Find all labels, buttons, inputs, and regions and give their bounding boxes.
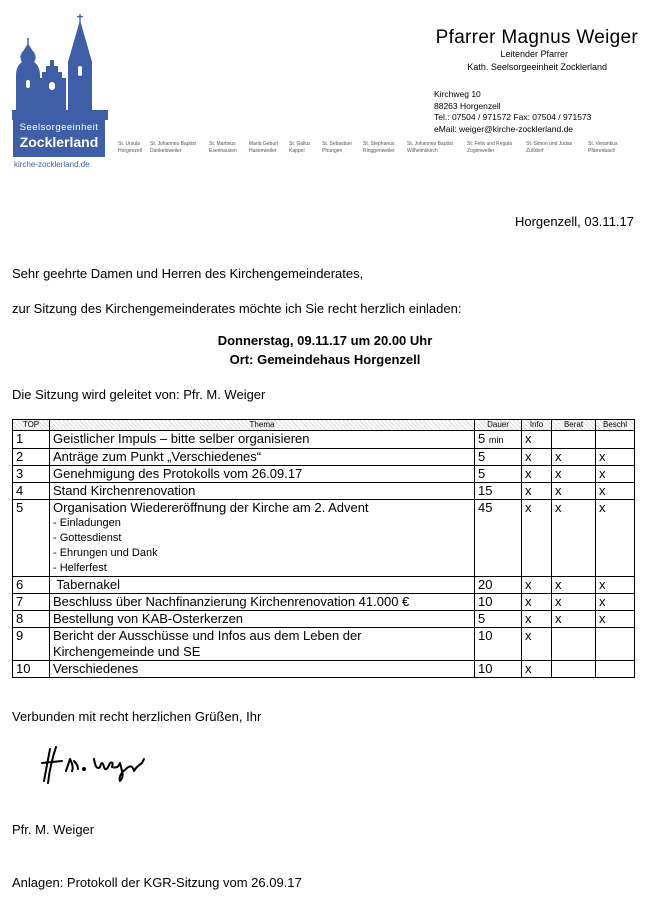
row-dauer: 5 (475, 466, 522, 483)
subitem: - Ehrungen und Dank (53, 547, 158, 559)
header-beschl: Beschl (596, 420, 635, 431)
row-dauer: 45 (475, 500, 522, 577)
row-top: 2 (13, 449, 50, 466)
table-row (13, 611, 635, 628)
row-thema: Bestellung von KAB-Osterkerzen (50, 611, 475, 628)
row-berat (552, 628, 596, 661)
row-info: x (522, 577, 552, 594)
row-berat: x (552, 500, 596, 577)
parish-7: St. Stephanus Ringgenweiler (363, 141, 395, 154)
pastor-name: Pfarrer Magnus Weiger (435, 27, 638, 48)
row-dauer: 10 (475, 661, 522, 678)
row-beschl: x (596, 483, 635, 500)
row-info: x (522, 661, 552, 678)
parish-11: St. Venantius Pfärrenbach (588, 141, 618, 154)
agenda-header-row (13, 420, 635, 431)
row-info: x (522, 466, 552, 483)
row-top: 7 (13, 594, 50, 611)
row-thema: Tabernakel (50, 577, 475, 594)
row-thema (50, 628, 475, 661)
row-thema-line2: Kirchengemeinde und SE (53, 644, 201, 659)
row-beschl (596, 661, 635, 678)
row-info: x (522, 449, 552, 466)
row-top: 4 (13, 483, 50, 500)
logo-text-line1: Seelsorgeeinheit (19, 122, 99, 133)
row-info: x (522, 628, 552, 661)
row-berat: x (552, 449, 596, 466)
row-dauer: 5 min (475, 431, 522, 449)
row-berat (552, 431, 596, 449)
row-beschl: x (596, 466, 635, 483)
agenda-table (12, 419, 635, 678)
website-link[interactable]: kirche-zocklerland.de (14, 160, 90, 169)
parish-1: St. Ursula Horgenzell (118, 141, 142, 154)
row-dauer: 10 (475, 628, 522, 661)
row-top: 6 (13, 577, 50, 594)
row-info: x (522, 611, 552, 628)
row-beschl: x (596, 611, 635, 628)
row-berat (552, 661, 596, 678)
greeting: Sehr geehrte Damen und Herren des Kirchengemeinderates, (12, 266, 364, 281)
signature (40, 745, 160, 785)
row-thema: Anträge zum Punkt „Verschiedenes“ (50, 449, 475, 466)
parish-4: Mariä Geburt Hasenweiler (249, 141, 279, 154)
subitem: - Helferfest (53, 562, 107, 574)
parish-10: St. Simon und Judas Zußdorf (526, 141, 573, 154)
table-row (13, 628, 635, 661)
row-thema (50, 500, 475, 577)
table-row (13, 661, 635, 678)
pastor-title: Leitender Pfarrer (500, 49, 568, 59)
row-dauer: 5 (475, 449, 522, 466)
parish-9: St. Felix und Regula Zogenweiler (467, 141, 513, 154)
row-beschl (596, 431, 635, 449)
row-thema: Geistlicher Impuls – bitte selber organisieren (50, 431, 475, 449)
table-row (13, 466, 635, 483)
table-row (13, 431, 635, 449)
subitem: - Einladungen (53, 517, 121, 529)
row-info: x (522, 594, 552, 611)
address-street: Kirchweg 10 (434, 89, 481, 99)
row-beschl: x (596, 577, 635, 594)
row-berat: x (552, 611, 596, 628)
parish-3: St. Martinus Esenhausen (209, 141, 237, 154)
row-info: x (522, 500, 552, 577)
table-row (13, 594, 635, 611)
closing-text: Verbunden mit recht herzlichen Grüßen, Ihr (12, 709, 262, 724)
contact-phone: Tel.: 07504 / 971572 Fax: 07504 / 971573 (434, 112, 592, 122)
header-top: TOP (13, 420, 50, 431)
row-berat: x (552, 577, 596, 594)
row-thema-title: Organisation Wiedereröffnung der Kirche am 2. Advent (53, 500, 369, 515)
pastor-unit: Kath. Seelsorgeeinheit Zocklerland (467, 62, 607, 72)
row-berat: x (552, 466, 596, 483)
parish-5: St. Gallus Kappel (289, 141, 311, 154)
row-berat: x (552, 594, 596, 611)
signer-name: Pfr. M. Weiger (12, 822, 95, 837)
meeting-place: Ort: Gemeindehaus Horgenzell (229, 352, 421, 367)
header-thema: Thema (50, 420, 475, 431)
row-thema: Verschiedenes (50, 661, 475, 678)
row-info: x (522, 483, 552, 500)
row-berat: x (552, 483, 596, 500)
row-dauer: 10 (475, 594, 522, 611)
contact-email[interactable]: eMail: weiger@kirche-zocklerland.de (434, 124, 574, 134)
row-top: 1 (13, 431, 50, 449)
address-city: 88263 Horgenzell (434, 101, 501, 111)
invitation-text: zur Sitzung des Kirchengemeinderates möchte ich Sie recht herzlich einladen: (12, 301, 462, 316)
letter-date: Horgenzell, 03.11.17 (514, 214, 634, 229)
parish-6: St. Sebastian Pfrungen (322, 141, 352, 154)
row-beschl: x (596, 500, 635, 577)
row-thema: Beschluss über Nachfinanzierung Kirchenrenovation 41.000 € (50, 594, 475, 611)
chair-text: Die Sitzung wird geleitet von: Pfr. M. Weiger (12, 387, 266, 402)
row-top: 9 (13, 628, 50, 661)
row-beschl: x (596, 594, 635, 611)
row-beschl (596, 628, 635, 661)
table-row (13, 483, 635, 500)
table-row (13, 500, 635, 577)
meeting-date: Donnerstag, 09.11.17 um 20.00 Uhr (217, 333, 433, 348)
row-dauer: 5 (475, 611, 522, 628)
row-top: 5 (13, 500, 50, 577)
row-thema-line1: Bericht der Ausschüsse und Infos aus dem Leben der (53, 628, 362, 643)
row-top: 8 (13, 611, 50, 628)
row-thema: Stand Kirchenrenovation (50, 483, 475, 500)
parish-8: St. Johannes Baptist Wilhelmskirch (407, 141, 453, 154)
row-beschl: x (596, 449, 635, 466)
row-top: 3 (13, 466, 50, 483)
row-dauer: 20 (475, 577, 522, 594)
row-dauer: 15 (475, 483, 522, 500)
header-dauer: Dauer (475, 420, 522, 431)
parish-2: St. Johannes Baptist Danketsweiler (150, 141, 196, 154)
row-thema: Genehmigung des Protokolls vom 26.09.17 (50, 466, 475, 483)
header-berat: Berat (552, 420, 596, 431)
header-info: Info (522, 420, 552, 431)
table-row (13, 449, 635, 466)
table-row (13, 577, 635, 594)
row-info: x (522, 431, 552, 449)
row-top: 10 (13, 661, 50, 678)
subitem: - Gottesdienst (53, 532, 122, 544)
logo-text-line2: Zocklerland (19, 134, 99, 150)
attachments-text: Anlagen: Protokoll der KGR-Sitzung vom 26.09.17 (12, 875, 302, 890)
